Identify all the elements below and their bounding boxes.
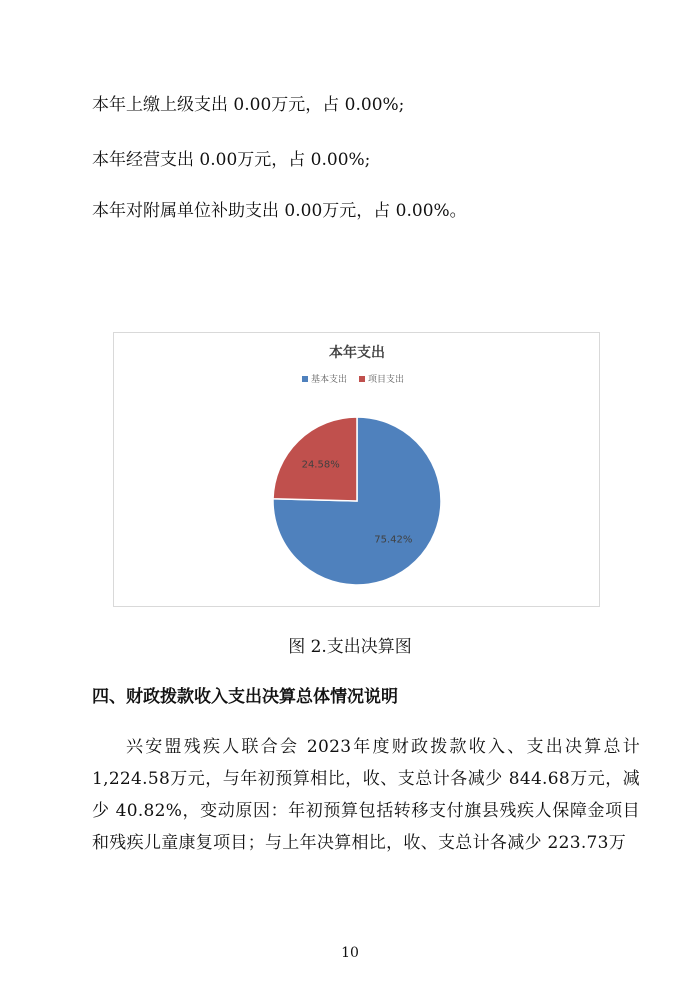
- legend-swatch-basic: [302, 376, 308, 382]
- pie-data-label-1: 75.42%: [374, 534, 413, 546]
- pie-chart: [114, 333, 601, 608]
- legend-swatch-project: [359, 376, 365, 382]
- pie-data-label-2: 24.58%: [301, 459, 340, 471]
- text-line-2: 本年经营支出 0.00万元，占 0.00%;: [92, 150, 371, 170]
- figure-caption: 图 2.支出决算图: [288, 637, 412, 657]
- legend-label-basic: 基本支出: [311, 375, 348, 385]
- page-number: 10: [341, 945, 359, 961]
- body-paragraph: 兴安盟残疾人联合会 2023年度财政拨款收入、支出决算总计 1,224.58万元，与年初预算相比，收、支总计各减少 844.68万元，减少 40.82%，变动原因：年初预算包括转移支付旗县残疾人保障金项目和残疾儿童康复项目；与上年决算相比，收、支总计各减少 223.73万: [92, 737, 640, 853]
- section-heading: 四、财政拨款收入支出决算总体情况说明: [92, 687, 398, 707]
- text-line-3: 本年对附属单位补助支出 0.00万元，占 0.00%。: [92, 201, 467, 221]
- legend-label-project: 项目支出: [368, 375, 405, 385]
- chart-title: 本年支出: [329, 345, 385, 361]
- pie-chart-container: [113, 332, 600, 607]
- text-line-1: 本年上缴上级支出 0.00万元，占 0.00%;: [92, 95, 405, 115]
